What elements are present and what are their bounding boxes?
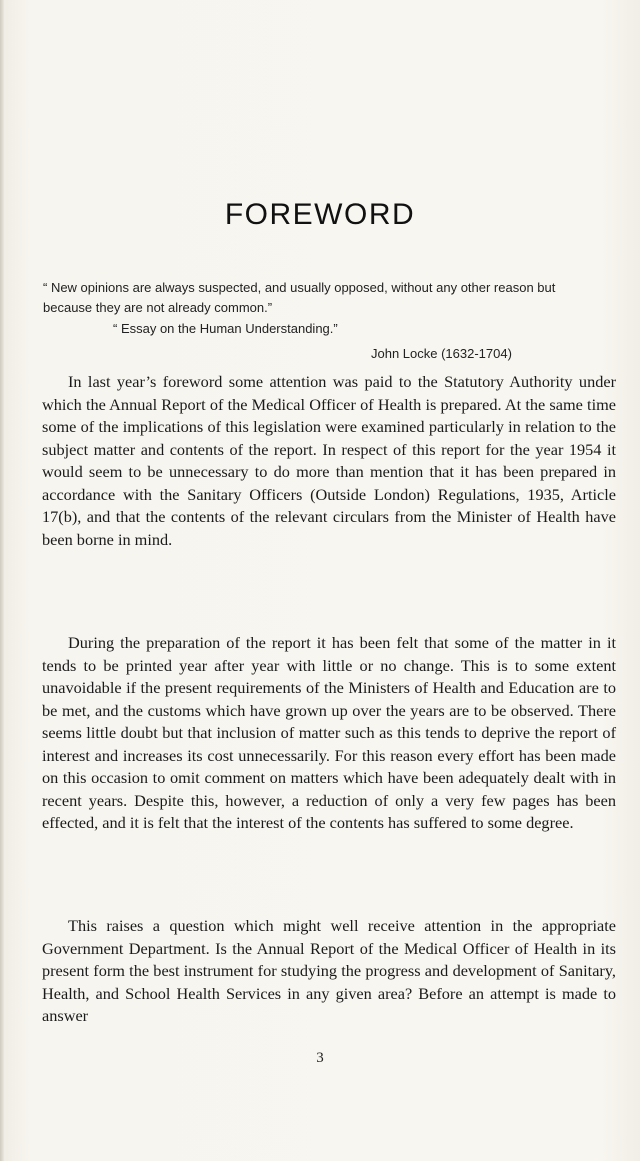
epigraph-source: “ Essay on the Human Understanding.” bbox=[113, 321, 338, 336]
page-binding-edge bbox=[0, 0, 4, 1161]
epigraph-author: John Locke (1632-1704) bbox=[371, 346, 512, 361]
page-number: 3 bbox=[316, 1050, 324, 1066]
body-paragraph: This raises a question which might well receive attention in the appropriate Government Department. Is the Annual Report of the Medical Officer of Health in its present form the best instrument for studying the progress and development of Sanitary, Health, and School Health Services in any given area? Before an attempt is made to answer bbox=[42, 916, 616, 1025]
page-title: FOREWORD bbox=[224, 198, 416, 231]
body-paragraph: During the preparation of the report it has been felt that some of the matter in it tends to be printed year after year with little or no change. This is to some extent unavoidable if the present requirements of the Ministers of Health and Education are to be met, and the customs which have grown up over the years are to be observed. There seems little doubt but that inclusion of matter such as this tends to deprive the report of interest and increases its cost unnecessarily. For this reason every effort has been made on this occasion to omit comment on matters which have been adequately dealt with in recent years. Despite this, however, a reduction of only a very few pages has been effected, and it is felt that the interest of the contents has suffered to some degree. bbox=[42, 633, 616, 832]
epigraph-quote: “ New opinions are always suspected, and usually opposed, without any other reason but because they are not already common.” bbox=[43, 280, 556, 315]
body-paragraph: In last year’s foreword some attention was paid to the Statutory Authority under which the Annual Report of the Medical Officer of Health is prepared. At the same time some of the implications of this legislation were examined particularly in relation to the subject matter and contents of the report. In respect of this report for the year 1954 it would seem to be unnecessary to do more than mention that it has been prepared in accordance with the Sanitary Officers (Outside London) Regulations, 1935, Article 17(b), and that the contents of the relevant circulars from the Minister of Health have been borne in mind. bbox=[42, 372, 616, 549]
